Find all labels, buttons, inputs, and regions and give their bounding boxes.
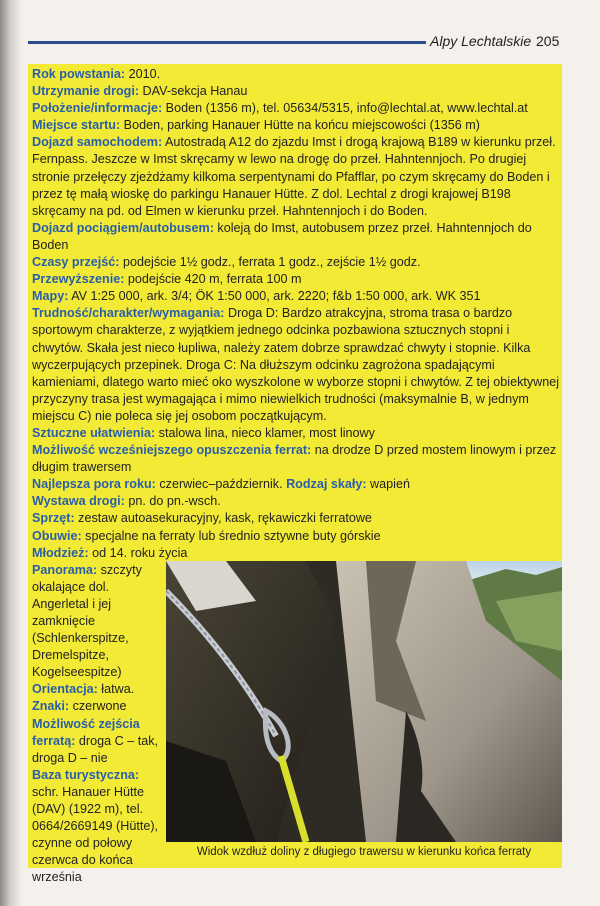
field-train-access: Dojazd pociągiem/autobusem: koleją do Imst, autobusem przez przeł. Hahntennjoch do Boden (32, 220, 532, 252)
ferrata-photo (166, 561, 562, 842)
field-gear: Sprzęt: zestaw autoasekuracyjny, kask, rękawiczki ferratowe (32, 511, 372, 526)
field-times: Czasy przejść: podejście 1½ godz., ferrata 1 godz., zejście 1½ godz. (32, 255, 421, 270)
field-early-exit: Możliwość wcześniejszego opuszczenia ferrat: na drodze D przed mostem linowym i przez długim trawersem (32, 443, 557, 475)
section-title: Alpy Lechtalskie (430, 33, 532, 49)
field-difficulty: Trudność/charakter/wymagania: Droga D: Bardzo atrakcyjna, stroma trasa o bardzo sportowym charakterze, z wyjątkiem jednego odcinka pozbawiona sztucznych stopni i chwytów. Skała jest nieco łupliwa, należy zatem dobrze sprawdzać chwyty i stopnie. Kilka wyczerpujących przepinek. Droga C: Na dłuższym odcinku zagrożona spadającymi kamieniami, dlatego warto mieć oko wyszkolone w wyborze stopni i chwytów. Z tej obiektywnej przyczyny trasa jest wymagająca i mimo niewielkich trudności (maksymalnie B, w jednym miejscu C) nie poleca się jej osobom początkującym. (32, 306, 560, 423)
field-car-access: Dojazd samochodem: Autostradą A12 do zjazdu Imst i drogą krajową B189 w kierunku przeł. Fernpass. Jeszcze w Imst skręcamy w lewo na drogę do przeł. Hahntennjoch. Po drugiej stronie przełęczy zjeżdżamy kilkoma serpentynami do Pfafflar, po czym skręcamy do Boden i przez tę małą wioskę do parkingu Hanauer Hütte. Z dol. Lechtal z drogi krajowej B198 skręcamy na pd. od Elmen w kierunku przeł. Hahntennjoch i do Boden. (32, 135, 556, 218)
field-exposure: Wystawa drogi: pn. do pn.-wsch. (32, 494, 221, 509)
field-maps: Mapy: AV 1:25 000, ark. 3/4; ÖK 1:50 000, ark. 2220; f&b 1:50 000, ark. WK 351 (32, 289, 481, 304)
field-panorama: Panorama: szczyty okalające dol. Angerletal i jej zamknięcie (Schlenkerspitze, Dremelspitze, Kogelseespitze) (32, 562, 142, 680)
field-start: Miejsce startu: Boden, parking Hanauer Hütte na końcu miejscowości (1356 m) (32, 118, 480, 133)
field-aids: Sztuczne ułatwienia: stalowa lina, nieco klamer, most linowy (32, 425, 375, 440)
photo-caption: Widok wzdłuż doliny z długiego trawersu w kierunku końca ferraty (196, 846, 532, 858)
header-rule (28, 41, 426, 44)
page-number: 205 (536, 33, 560, 49)
field-youth: Młodzież: od 14. roku życia (32, 545, 188, 560)
field-year: Rok powstania: 2010. (32, 67, 161, 81)
field-hut: Baza turystyczna: schr. Hanauer Hütte (DAV) (1922 m), tel. 0664/2669149 (Hütte), czynne od połowy czerwca do końca września (32, 767, 159, 885)
field-location: Położenie/informacje: Boden (1356 m), tel. 05634/5315, info@lechtal.at, www.lechtal.at (32, 101, 528, 116)
page-binding-shadow (0, 0, 22, 906)
field-orientation: Orientacja: łatwa. (32, 682, 135, 697)
field-markings: Znaki: czerwone (32, 699, 127, 714)
narrow-column (32, 562, 162, 887)
field-season: Najlepsza pora roku: czerwiec–październik. Rodzaj skały: wapień (32, 477, 410, 492)
field-descent: Możliwość zejścia ferratą: droga C – tak, droga D – nie (32, 716, 159, 765)
field-elevation: Przewyższenie: podejście 420 m, ferrata 100 m (32, 272, 302, 287)
photo-illustration (166, 561, 562, 842)
field-maintenance: Utrzymanie drogi: DAV-sekcja Hanau (32, 84, 248, 99)
field-footwear: Obuwie: specjalne na ferraty lub średnio sztywne buty górskie (32, 528, 381, 543)
